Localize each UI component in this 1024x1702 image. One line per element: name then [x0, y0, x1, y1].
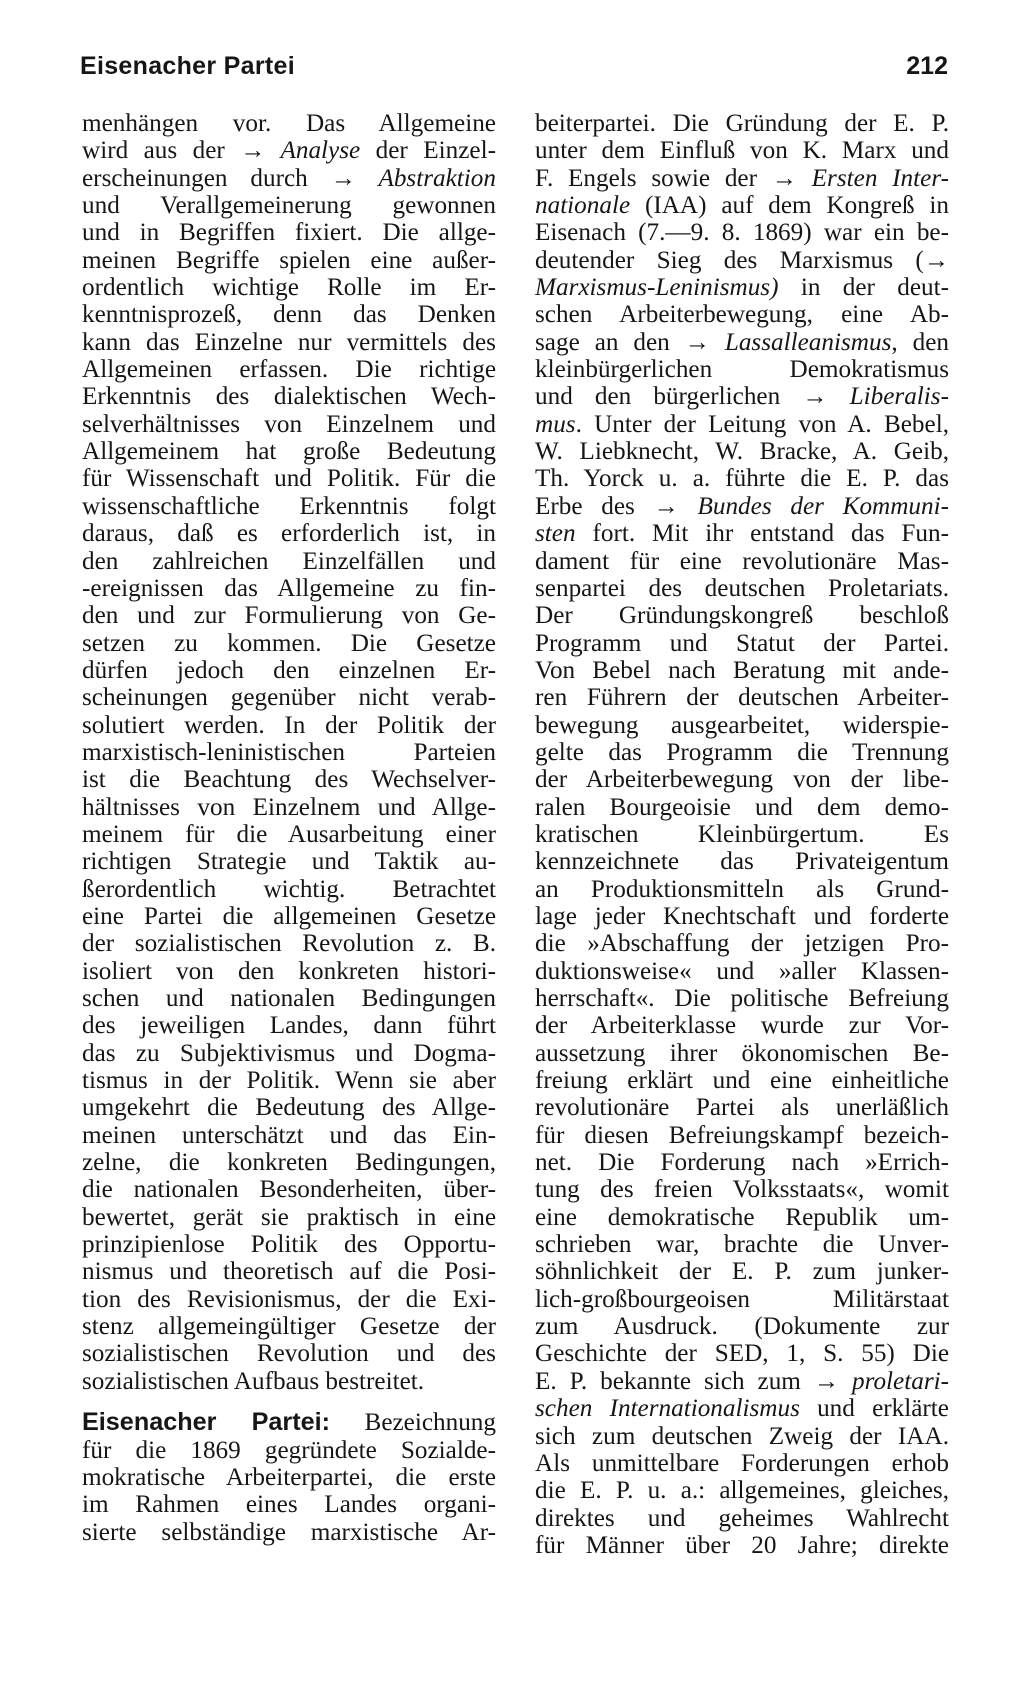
text-line: kennzeichnete das Privateigentum [535, 848, 949, 876]
text-line: schen Arbeiterbewegung, eine Ab- [535, 301, 949, 329]
text-line: bewertet, gerät sie praktisch in eine [82, 1203, 496, 1231]
text-line: sozialistischen Revolution und des [82, 1340, 496, 1368]
text-line: stenz allgemeingültiger Gesetze der [82, 1313, 496, 1341]
text-line: für Wissenschaft und Politik. Für die [82, 465, 496, 493]
text-line: kann das Einzelne nur vermittels des [82, 328, 496, 356]
text-line: Der Gründungskongreß beschloß [535, 602, 949, 630]
text-line: sozialistischen Aufbaus bestreitet. [82, 1367, 425, 1395]
text-line: wird aus der → Analyse der Einzel- [82, 137, 496, 165]
text-line: Th. Yorck u. a. führte die E. P. das [535, 465, 949, 493]
text-line: menhängen vor. Das Allgemeine [82, 110, 496, 137]
text-line: den und zur Formulierung von Ge- [82, 602, 496, 630]
text-line: Geschichte der SED, 1, S. 55) Die [535, 1340, 949, 1368]
text-line: sten fort. Mit ihr entstand das Fun- [535, 520, 949, 548]
text-line: revolutionäre Partei als unerläßlich [535, 1094, 949, 1122]
text-line: Marxismus-Leninismus) in der deut- [535, 274, 949, 302]
text-line: das zu Subjektivismus und Dogma- [82, 1039, 496, 1067]
text-line: aussetzung ihrer ökonomischen Be- [535, 1039, 949, 1067]
text-line: F. Engels sowie der → Ersten Inter- [535, 164, 950, 192]
text-line: tung des freien Volksstaats«, womit [535, 1176, 949, 1204]
text-line: gelte das Programm die Trennung [535, 738, 949, 766]
text-line: mus. Unter der Leitung von A. Bebel, [535, 410, 949, 438]
text-line: erscheinungen durch → Abstraktion [82, 164, 496, 192]
text-line: wissenschaftliche Erkenntnis folgt [82, 492, 496, 520]
text-line: lich-großbourgeoisen Militärstaat [535, 1285, 949, 1313]
text-line: kratischen Kleinbürgertum. Es [535, 820, 949, 848]
text-line: kleinbürgerlichen Demokratismus [535, 356, 949, 384]
text-line: meinem für die Ausarbeitung einer [82, 820, 496, 848]
text-line: bewegung ausgearbeitet, widerspie- [535, 711, 949, 739]
text-line: nationale (IAA) auf dem Kongreß in [535, 192, 949, 220]
text-line: beiterpartei. Die Gründung der E. P. [535, 110, 949, 137]
text-line: meinen Begriffe spielen eine außer- [82, 246, 496, 274]
text-line: Programm und Statut der Partei. [535, 629, 949, 657]
right-column [535, 110, 949, 1559]
paragraph-gap [82, 1395, 496, 1409]
text-line: Allgemeinem hat große Bedeutung [82, 438, 496, 466]
text-line: Als unmittelbare Forderungen erhob [535, 1449, 949, 1477]
text-line: im Rahmen eines Landes organi- [82, 1491, 496, 1519]
text-line: kenntnisprozeß, denn das Denken [82, 301, 496, 329]
text-line: zelne, die konkreten Bedingungen, [82, 1149, 496, 1177]
text-line: für diesen Befreiungskampf bezeich- [535, 1121, 949, 1149]
text-line: unter dem Einfluß von K. Marx und [535, 137, 949, 165]
text-line: und in Begriffen fixiert. Die allge- [82, 219, 496, 247]
text-line: mokratische Arbeiterpartei, die erste [82, 1463, 496, 1491]
text-line: Erkenntnis des dialektischen Wech- [82, 383, 496, 411]
text-line: duktionsweise« und »aller Klassen- [535, 957, 949, 985]
page-number: 212 [906, 52, 948, 80]
page-header [80, 52, 948, 92]
text-line: prinzipienlose Politik des Opportu- [82, 1231, 496, 1259]
text-line: schrieben war, brachte die Unver- [535, 1231, 949, 1259]
text-line: setzen zu kommen. Die Gesetze [82, 629, 496, 657]
text-line: ordentlich wichtige Rolle im Er- [82, 274, 496, 302]
text-line: ßerordentlich wichtig. Betrachtet [82, 875, 496, 903]
left-column [82, 110, 496, 1546]
text-line: hältnisses von Einzelnem und Allge- [82, 793, 496, 821]
text-line: nismus und theoretisch auf die Posi- [82, 1258, 496, 1286]
text-line: schen Internationalismus und erklärte [535, 1395, 949, 1423]
text-line: des jeweiligen Landes, dann führt [82, 1012, 496, 1040]
text-line: daraus, daß es erforderlich ist, in [82, 520, 496, 548]
text-line: herrschaft«. Die politische Befreiung [535, 985, 949, 1012]
text-line: E. P. bekannte sich zum → proletari- [535, 1367, 950, 1395]
text-line: der Arbeiterklasse wurde zur Vor- [535, 1012, 949, 1040]
text-line: an Produktionsmitteln als Grund- [535, 875, 949, 903]
entry-headword: Eisenacher Partei: [82, 1408, 331, 1437]
text-line: net. Die Forderung nach »Errich- [535, 1149, 949, 1177]
text-line: meinen unterschätzt und das Ein- [82, 1121, 496, 1149]
text-line: Eisenach (7.—9. 8. 1869) war ein be- [535, 219, 949, 247]
text-line: deutender Sieg des Marxismus (→ [535, 246, 949, 274]
text-line: richtigen Strategie und Taktik au- [82, 848, 496, 876]
text-line: ralen Bourgeoisie und dem demo- [535, 793, 949, 821]
text-line: schen und nationalen Bedingungen [82, 985, 496, 1012]
text-line: W. Liebknecht, W. Bracke, A. Geib, [535, 438, 949, 466]
text-line: eine demokratische Republik um- [535, 1203, 949, 1231]
text-line: Allgemeinen erfassen. Die richtige [82, 356, 496, 384]
text-line: eine Partei die allgemeinen Gesetze [82, 902, 496, 930]
text-line: die E. P. u. a.: allgemeines, gleiches, [535, 1477, 949, 1505]
text-line: die nationalen Besonderheiten, über- [82, 1176, 496, 1204]
text-line: zum Ausdruck. (Dokumente zur [535, 1313, 949, 1341]
text-line: solutiert werden. In der Politik der [82, 711, 496, 739]
text-line: scheinungen gegenüber nicht verab- [82, 684, 496, 712]
text-line: selverhältnisses von Einzelnem und [82, 410, 496, 438]
text-line: lage jeder Knechtschaft und forderte [535, 902, 949, 930]
text-line: -ereignissen das Allgemeine zu fin- [82, 574, 496, 602]
text-line: Von Bebel nach Beratung mit ande- [535, 656, 949, 684]
text-line: und den bürgerlichen → Liberalis- [535, 383, 949, 411]
text-line: Erbe des → Bundes der Kommuni- [535, 492, 950, 520]
text-line: der sozialistischen Revolution z. B. [82, 930, 496, 958]
text-line: Eisenacher Partei: Bezeichnung [82, 1408, 496, 1437]
text-line: dürfen jedoch den einzelnen Er- [82, 656, 496, 684]
running-head: Eisenacher Partei [80, 52, 295, 80]
text-line: senpartei des deutschen Proletariats. [535, 574, 949, 602]
text-line: direktes und geheimes Wahlrecht [535, 1504, 949, 1532]
text-line: freiung erklärt und eine einheitliche [535, 1067, 949, 1095]
text-line: dament für eine revolutionäre Mas- [535, 547, 949, 575]
text-line: söhnlichkeit der E. P. zum junker- [535, 1258, 949, 1286]
text-line: umgekehrt die Bedeutung des Allge- [82, 1094, 496, 1122]
text-line: den zahlreichen Einzelfällen und [82, 547, 496, 575]
text-line: ren Führern der deutschen Arbeiter- [535, 684, 949, 712]
text-line: der Arbeiterbewegung von der libe- [535, 766, 949, 794]
text-line: tion des Revisionismus, der die Exi- [82, 1285, 496, 1313]
text-line: für Männer über 20 Jahre; direkte [535, 1531, 949, 1559]
text-line: sich zum deutschen Zweig der IAA. [535, 1422, 949, 1450]
text-line: für die 1869 gegründete Sozialde- [82, 1436, 496, 1464]
text-line: und Verallgemeinerung gewonnen [82, 192, 496, 220]
text-line: isoliert von den konkreten histori- [82, 957, 496, 985]
text-line: tismus in der Politik. Wenn sie aber [82, 1067, 496, 1095]
text-line: marxistisch-leninistischen Parteien [82, 738, 496, 766]
text-line: sierte selbständige marxistische Ar- [82, 1518, 496, 1546]
text-line: ist die Beachtung des Wechselver- [82, 766, 496, 794]
text-line: sage an den → Lassalleanismus, den [535, 328, 949, 356]
text-line: die »Abschaffung der jetzigen Pro- [535, 930, 949, 958]
